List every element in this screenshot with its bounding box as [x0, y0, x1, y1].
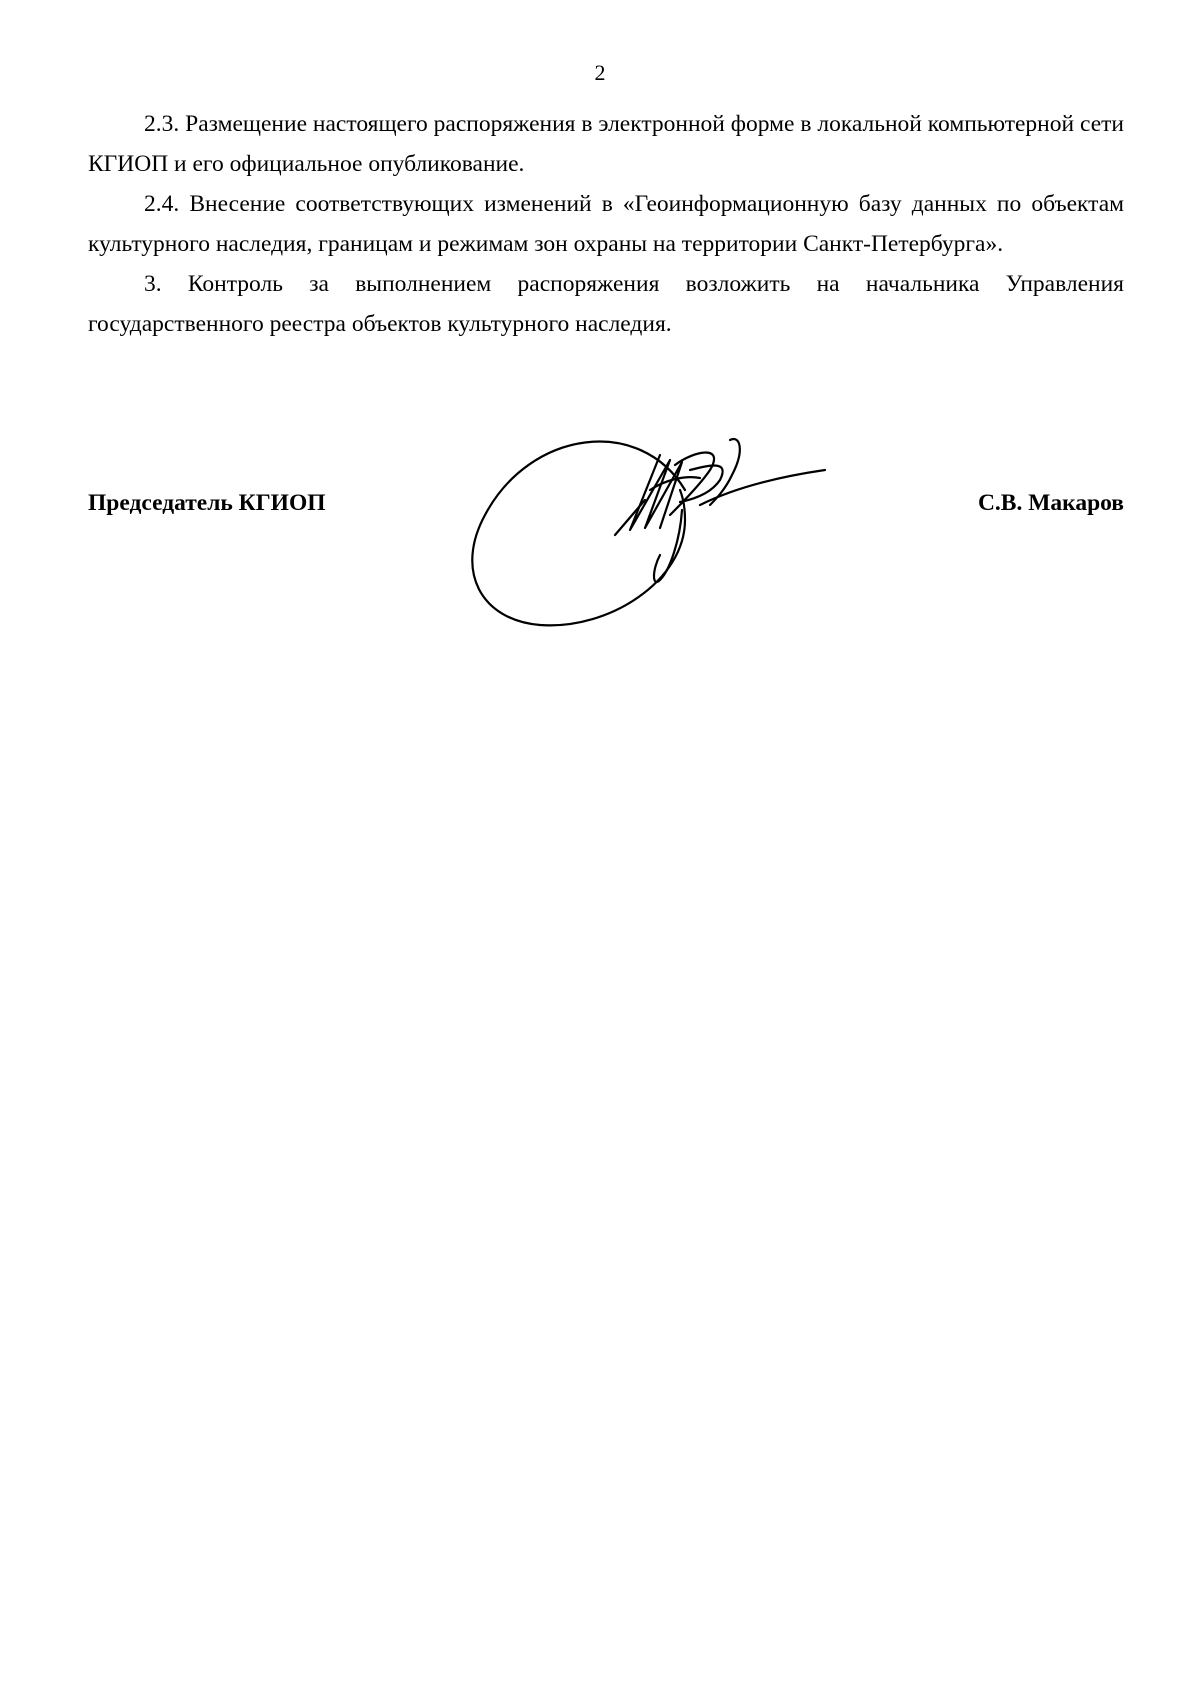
paragraph-2-4: 2.4. Внесение соответствующих изменений в «Геоинформационную базу данных по объектам культурного наследия, границам и режимам зон охраны на территории Санкт-Петербурга». [88, 191, 1124, 257]
page-number: 2 [594, 60, 606, 85]
signer-name: С.В. Макаров [977, 490, 1124, 516]
signature-block [0, 420, 1200, 660]
handwritten-signature [470, 420, 910, 660]
paragraph-3: 3. Контроль за выполнением распоряжения возложить на начальника Управления государственного реестра объектов культурного наследия. [88, 271, 1124, 337]
signer-title: Председатель КГИОП [88, 490, 326, 516]
document-body [88, 104, 1124, 344]
paragraph-2-3: 2.3. Размещение настоящего распоряжения в электронной форме в локальной компьютерной сети КГИОП и его официальное опубликование. [88, 111, 1124, 177]
